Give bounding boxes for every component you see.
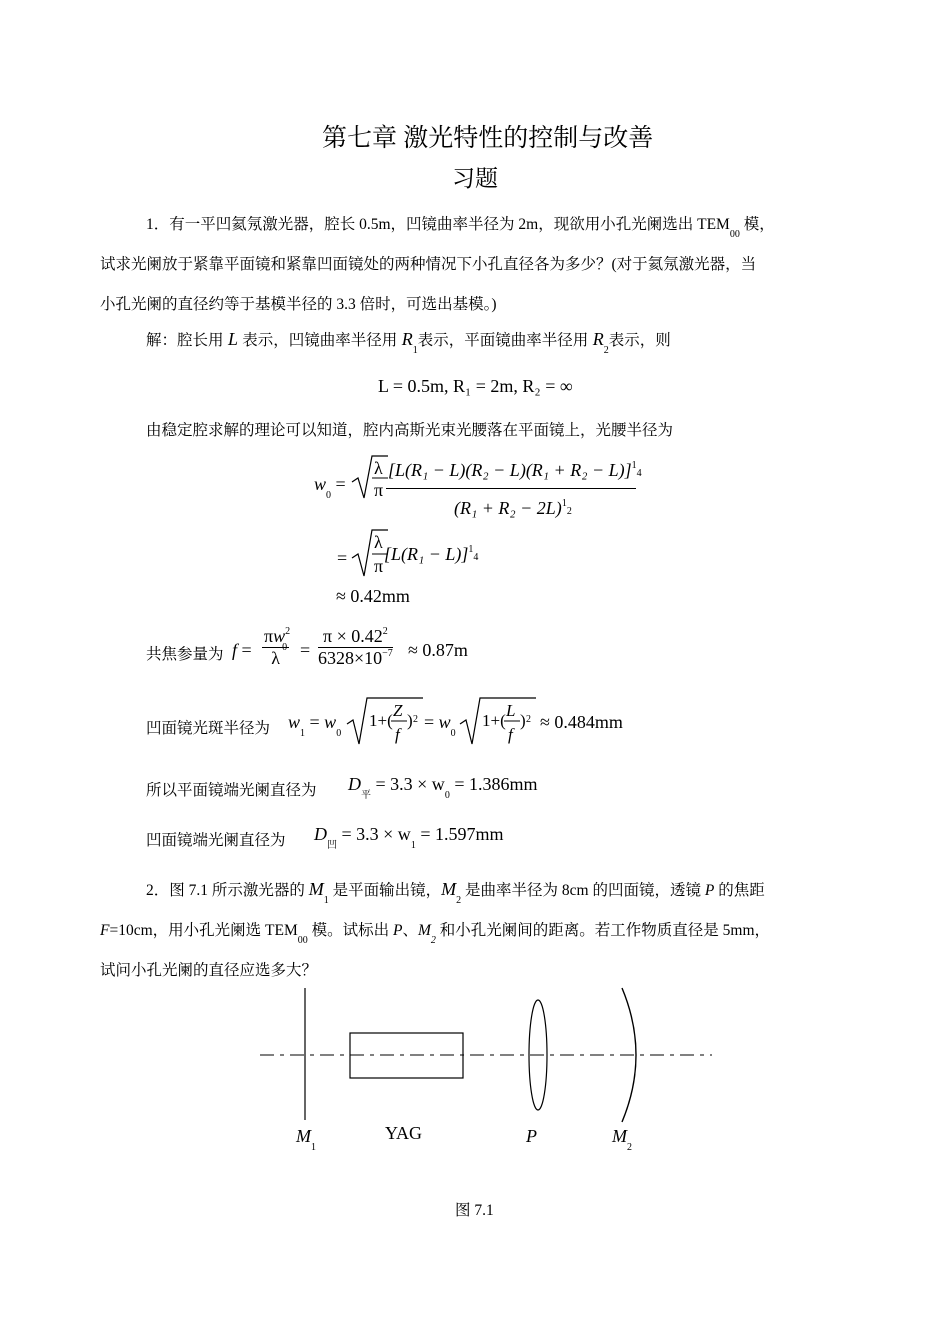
f-frac1: $\pi w^2_0$ λ xyxy=(264,626,291,668)
theory-text: 由稳定腔求解的理论可以知道，腔内高斯光束光腰落在平面镜上，光腰半径为 xyxy=(146,422,674,439)
svg-text:Z: Z xyxy=(393,701,403,720)
svg-text:π: π xyxy=(374,480,384,500)
w0-result: ≈ 0.42mm xyxy=(336,586,410,606)
label-yag: YAG xyxy=(385,1123,423,1143)
figure-7-1 xyxy=(250,980,720,1170)
w0-numerator: $[L(R_1 - L)(R_2 - L)(R_1 + R_2 - L)]^14$ xyxy=(388,460,642,480)
w1-label: 凹面镜光斑半径为 xyxy=(146,720,271,737)
svg-text:λ: λ xyxy=(374,532,383,552)
label-m2: $M_2$ xyxy=(612,1126,632,1153)
problem2-line1: 2．图 7.1 所示激光器的 $M_1$ 是平面输出镜，$M_2$ 是曲率半径为 8cm 的凹面镜，透镜 P 的焦距 xyxy=(146,879,765,906)
svg-text:1+(: 1+( xyxy=(369,711,393,730)
figure-caption: 图 7.1 xyxy=(455,1202,494,1219)
given-values: L = 0.5m, R₁ = 2m, R₂ = ∞ xyxy=(378,376,573,396)
d-concave-label: 凹面镜端光阑直径为 xyxy=(146,832,286,849)
svg-text:λ: λ xyxy=(374,458,383,478)
svg-text:): ) xyxy=(520,711,526,730)
section-title: 习题 xyxy=(452,166,498,191)
svg-text:f: f xyxy=(395,725,400,744)
svg-text:L: L xyxy=(506,701,516,720)
w0-denominator: $(R_1 + R_2 - 2L)^12$ xyxy=(454,498,572,518)
label-p: P xyxy=(526,1126,537,1146)
w1-result: ≈ 0.484mm xyxy=(540,712,623,732)
sqrt-sign-1 xyxy=(350,452,390,502)
solution1-intro: 解：腔长用 L 表示，凹镜曲率半径用 $R_1$表示，平面镜曲率半径用 $R_2$表示，则 xyxy=(146,329,671,356)
f-symbol: f = xyxy=(232,640,252,660)
sqrt-sign-4 xyxy=(458,694,538,748)
w0-step2-eq: = xyxy=(337,548,348,568)
w1-expr: $w_1 = w_0$ xyxy=(288,712,342,739)
d-concave-expr: $D_凹 = 3.3 \times w_1 = 1.597mm$ xyxy=(314,824,504,851)
svg-text:π: π xyxy=(374,556,384,576)
problem1-line3: 小孔光阑的直径约等于基模半径的 3.3 倍时，可选出基模。) xyxy=(100,296,497,313)
svg-text:f: f xyxy=(508,725,513,744)
problem2-line2: F=10cm，用小孔光阑选 $TEM_{00}$ 模。试标出 P、$M_2$ 和小孔光阑间的距离。若工作物质直径是 5mm， xyxy=(100,922,771,946)
problem2-line3: 试问小孔光阑的直径应选多大？ xyxy=(100,962,318,979)
sqrt-sign-3 xyxy=(345,694,425,748)
d-plane-label: 所以平面镜端光阑直径为 xyxy=(146,782,317,799)
svg-text:1+(: 1+( xyxy=(482,711,506,730)
svg-text:): ) xyxy=(407,711,413,730)
w0-symbol: $w_0$ = xyxy=(314,474,346,501)
d-plane-expr: $D_平 = 3.3 \times w_0 = 1.386mm$ xyxy=(348,774,538,801)
f-result: ≈ 0.87m xyxy=(408,640,468,660)
w0-step2: $[L(R_1 - L)]^14$ xyxy=(384,544,479,564)
label-m1: $M_1$ xyxy=(296,1126,316,1153)
problem1-line2: 试求光阑放于紧靠平面镜和紧靠凹面镜处的两种情况下小孔直径各为多少？(对于氦氖激光器，当 xyxy=(100,256,757,273)
f-label: 共焦参量为 xyxy=(146,646,224,663)
problem1-line1: 1．有一平凹氦氖激光器，腔长 0.5m，凹镜曲率半径为 2m，现欲用小孔光阑选出 $TEM_{00}$ 模， xyxy=(146,216,775,240)
svg-text:2: 2 xyxy=(413,714,418,725)
w0-fraction-bar xyxy=(386,488,636,489)
chapter-title: 第七章 激光特性的控制与改善 xyxy=(322,125,654,152)
f-frac2: $\pi \times 0.42^2$ $6328\times 10^{-7}$ xyxy=(318,626,393,668)
svg-text:2: 2 xyxy=(526,714,531,725)
